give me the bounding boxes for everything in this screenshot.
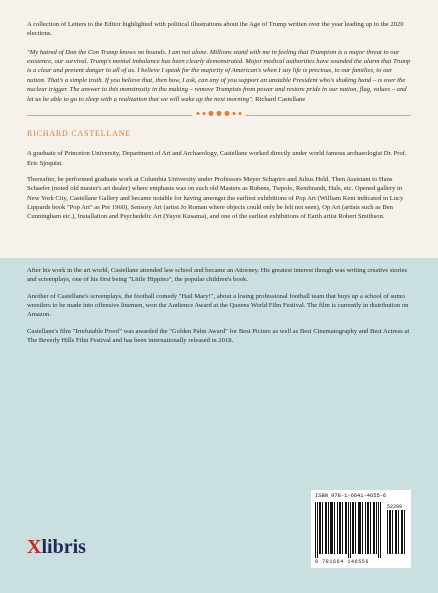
ornament-divider [27, 111, 411, 120]
dot-icon [239, 112, 242, 115]
author-heading: RICHARD CASTELLANE [27, 128, 131, 138]
lower-paragraph: Castellane's film "Irrefutable Proof" was awarded the "Golden Palm Award" for Best Picture as well as Best Cinematography and Best Actress at The Beverly Hills Film Festival and has been internationally released in 2018. [27, 327, 410, 345]
publisher-logo [27, 536, 86, 559]
quote-signature: Richard Castellane [253, 95, 306, 103]
dot-icon [217, 111, 222, 116]
bio-paragraph: A graduate of Princeton University, Department of Art and Archaeology, Castellane worked directly under world famous archaeologist Dr. Prof. Eric Sjoquist. [27, 150, 407, 167]
bio-paragraph: Thereafter, he performed graduate work at Columbia University under Professors Meyer Schapiro and Julius Held. Then Assistant to Hans Schaefer (noted old master's art dealer) where emphasis was on such old Masters as Rubens, Tiepolo, Rembrandt, Hals, etc. Opened gallery in New York City, Castellane Gallery and became notable for having amongst the earliest exhibitions of Pop Art (William Kent indicated in Lucy Lippards book "Pop Art" as Pre 1960), Sensory Art (artist Jo Roman where objects could only be felt not seen), Op Art (artists such as Ben Cunningham etc.), Installation and Psychedelic Art (Yayoi Kusama), and one of the earliest exhibitions of Earth artist Robert Smithson. [27, 175, 404, 221]
upper-content [27, 20, 411, 229]
dot-icon [203, 112, 206, 115]
divider-dots [193, 111, 246, 116]
isbn-label [315, 493, 407, 499]
logo-x: X [27, 536, 42, 558]
quote-paragraph [27, 48, 411, 104]
barcode-addon: 52299 [387, 504, 403, 510]
quote-text: "My hatred of Don the Con Trump knows no bounds. I am not alone. Millions stand with me in feeling that Trumpism is a major threat to our existence, our survival. Trump's mental imbalance has been clearly demonstrated. Major medical authorities have sounded the alarm that Trump is a clear and present danger to all of us. I believe I speak for the majority of American's when I say life is precious, to our families, to our nation. That's a simple truth. If you believe that, then how, I ask, can any of you support an unstable President who's shaking hand – is over the nuclear trigger. The answer to this monstrosity in the making – remove Trumpists from power and restore pride in our nation, flag, values – and let us be able to go to sleep with a realization that we will wake up the next morning". [27, 48, 411, 103]
isbn-number: ISBN 978-1-6641-4655-6 [315, 493, 387, 499]
dot-icon [233, 112, 236, 115]
barcode-bars-icon [315, 502, 407, 558]
lower-content [27, 266, 411, 353]
dot-icon [209, 111, 214, 116]
intro-paragraph: A collection of Letters to the Editor highlighted with political illustrations about the Age of Trump written over the year leading up to the 2020 elections. [27, 21, 404, 38]
barcode-digits: 9 781664 146556 [315, 559, 370, 565]
logo-rest: libris [41, 536, 86, 558]
isbn-barcode [311, 490, 411, 568]
lower-paragraph: After his work in the art world, Castellane attended law school and became an Attorney. His greatest interest though was writing creative stories and screenplays, one of his first being "Little Hippino", the popular children's book. [27, 267, 408, 284]
dot-icon [225, 111, 230, 116]
dot-icon [197, 112, 200, 115]
lower-paragraph: Another of Castellane's screenplays, the football comedy "Hail Mary!", about a losing professional football team that buys up a school of sumo wrestlers to be made into offensive linemen, won the Audience Award at the Queens World Film Festival. The film is currently in distribution on Amazon. [27, 292, 409, 319]
